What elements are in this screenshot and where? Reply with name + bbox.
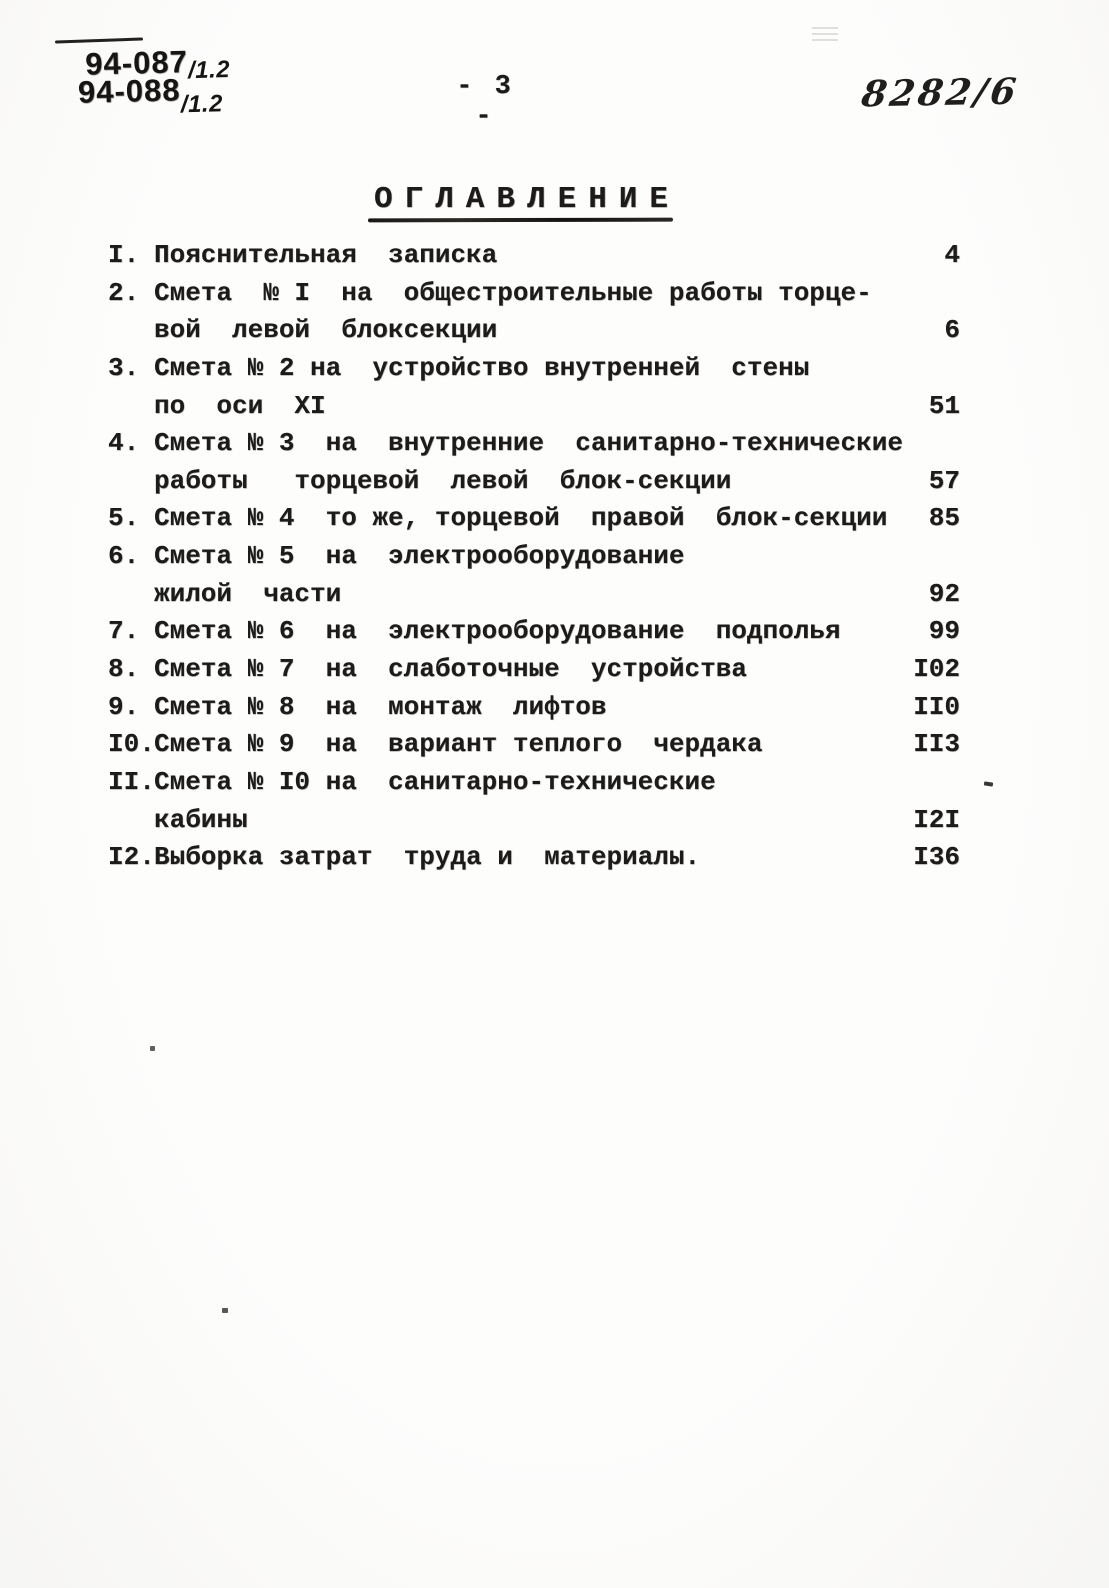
stamp-line-2-suffix: /1.2 [180, 90, 224, 119]
toc-page-number: 57 [928, 465, 960, 496]
toc-entry-text: Смета № 3 на внутренние санитарно-технические [154, 428, 903, 459]
toc-line [108, 767, 960, 805]
toc-line [108, 541, 960, 579]
scan-smudge [812, 27, 838, 44]
toc-entry-number: 6. [108, 541, 140, 572]
toc-entry-text: жилой части [154, 578, 342, 609]
toc-page-number: 85 [928, 503, 960, 534]
toc-entry-text: Смета № I0 на санитарно-технические [154, 766, 716, 797]
toc-entry-text: Смета № 2 на устройство внутренней стены [154, 352, 810, 383]
table-of-contents [108, 240, 960, 880]
toc-entry-number: I0. [108, 729, 155, 760]
toc-line [108, 842, 960, 880]
project-number-stamp [77, 39, 309, 145]
toc-page-number: I36 [913, 842, 960, 873]
toc-entry-text: Смета № I на общестроительные работы торце- [154, 277, 872, 308]
toc-line [108, 579, 960, 617]
toc-line [108, 616, 960, 654]
toc-entry-text: вой левой блоксекции [154, 315, 498, 346]
toc-line [108, 240, 960, 278]
toc-page-number: I02 [913, 654, 960, 685]
toc-page-number: 51 [928, 390, 960, 421]
toc-entry-text: Смета № 7 на слаботочные устройства [154, 654, 747, 685]
toc-entry-number: 9. [108, 691, 140, 722]
toc-line [108, 466, 960, 504]
stamp-line-2-number: 94-088 [77, 72, 181, 110]
sheet-number: - 3 - [456, 72, 514, 132]
toc-page-number: 6 [944, 315, 960, 346]
toc-entry-text: Смета № 6 на электрооборудование подполья [154, 616, 841, 647]
toc-entry-number: 2. [108, 277, 140, 308]
title-underline [368, 218, 673, 223]
toc-entry-text: Смета № 4 то же, торцевой правой блок-секции [154, 503, 888, 534]
toc-entry-number: 4. [108, 428, 140, 459]
toc-line [108, 315, 960, 353]
toc-page-number: I2I [913, 804, 960, 835]
toc-line [108, 278, 960, 316]
toc-entry-text: Смета № 8 на монтаж лифтов [154, 691, 607, 722]
toc-line [108, 692, 960, 730]
stamp-line-1-number: 94-087 [84, 44, 189, 82]
toc-entry-number: 3. [108, 352, 140, 383]
toc-line [108, 729, 960, 767]
toc-page-number: II3 [913, 729, 960, 760]
toc-line [108, 503, 960, 541]
toc-entry-text: кабины [154, 804, 248, 835]
stamp-line-2 [77, 71, 224, 119]
toc-entry-number: I2. [108, 842, 155, 873]
toc-entry-text: по оси XI [154, 390, 326, 421]
handwritten-doc-number: 8282/6 [859, 70, 1022, 116]
toc-page-number: II0 [913, 691, 960, 722]
toc-page-number: 99 [928, 616, 960, 647]
toc-entry-number: I. [108, 240, 140, 270]
toc-line [108, 805, 960, 843]
toc-line [108, 428, 960, 466]
scan-speck [150, 1046, 155, 1051]
toc-entry-text: Пояснительная записка [154, 240, 498, 270]
toc-line [108, 654, 960, 692]
stamp-line-1-suffix: /1.2 [187, 56, 231, 85]
page-title: ОГЛАВЛЕНИЕ [373, 182, 681, 217]
toc-entry-text: Смета № 9 на вариант теплого чердака [154, 729, 763, 760]
toc-line [108, 391, 960, 429]
toc-entry-number: 5. [108, 503, 140, 534]
toc-page-number: 4 [944, 240, 960, 270]
toc-line [108, 353, 960, 391]
toc-page-number: 92 [928, 578, 960, 609]
scan-speck [222, 1308, 228, 1313]
toc-entry-text: Смета № 5 на электрооборудование [154, 541, 685, 572]
toc-entry-number: 7. [108, 616, 140, 647]
toc-entry-text: Выборка затрат труда и материалы. [154, 842, 701, 873]
toc-entry-number: II. [108, 766, 155, 797]
toc-entry-text: работы торцевой левой блок-секции [154, 465, 732, 496]
scan-speck [984, 781, 993, 786]
toc-entry-number: 8. [108, 654, 140, 685]
